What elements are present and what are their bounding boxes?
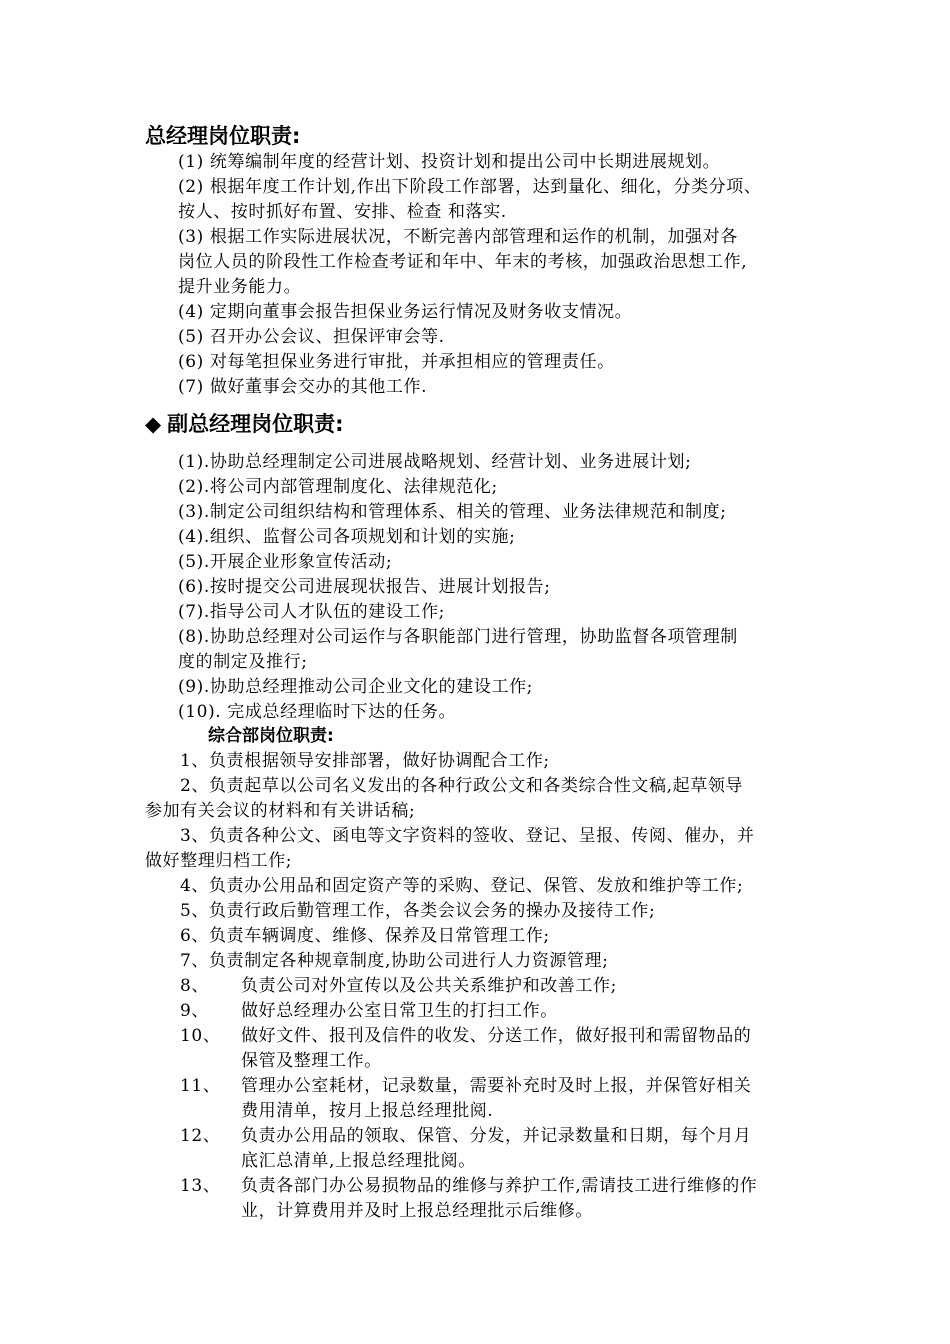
dept-item-2: 2、负责起草以公司名义发出的各种行政公文和各类综合性文稿,起草领导 (180, 776, 744, 796)
dept-item-13: 负责各部门办公易损物品的维修与养护工作,需请技工进行维修的作 (241, 1176, 758, 1196)
dgm-item-6: (6).按时提交公司进展现状报告、进展计划报告; (178, 577, 551, 597)
dept-item-7: 7、负责制定各种规章制度,协助公司进行人力资源管理; (180, 951, 609, 971)
dgm-item-4: (4).组织、监督公司各项规划和计划的实施; (178, 527, 516, 547)
dgm-item-9: (9).协助总经理推动公司企业文化的建设工作; (178, 677, 534, 697)
dept-item-12-number: 12、 (180, 1126, 221, 1146)
gm-item-3: (3) 根据工作实际进展状况，不断完善内部管理和运作的机制，加强对各 (178, 227, 738, 247)
dgm-item-8-cont: 度的制定及推行; (178, 652, 308, 672)
gm-item-1: (1) 统筹编制年度的经营计划、投资计划和提出公司中长期进展规划。 (178, 152, 721, 172)
gm-item-7: (7) 做好董事会交办的其他工作. (178, 377, 428, 397)
dgm-item-2: (2).将公司内部管理制度化、法律规范化; (178, 477, 498, 497)
section-title-general-manager: 总经理岗位职责: (145, 124, 301, 148)
dept-item-9: 做好总经理办公室日常卫生的打扫工作。 (241, 1001, 558, 1021)
dept-item-8: 负责公司对外宣传以及公共关系维护和改善工作; (241, 976, 617, 996)
gm-item-3-cont: 岗位人员的阶段性工作检查考证和年中、年末的考核，加强政治思想工作, (178, 252, 748, 272)
dgm-item-3: (3).制定公司组织结构和管理体系、相关的管理、业务法律规范和制度; (178, 502, 727, 522)
gm-item-4: (4) 定期向董事会报告担保业务运行情况及财务收支情况。 (178, 302, 633, 322)
dept-item-2-cont: 参加有关会议的材料和有关讲话稿; (145, 801, 416, 821)
dept-item-5: 5、负责行政后勤管理工作，各类会议会务的操办及接待工作; (180, 901, 656, 921)
dgm-item-7: (7).指导公司人才队伍的建设工作; (178, 602, 446, 622)
dept-item-12: 负责办公用品的领取、保管、分发，并记录数量和日期，每个月月 (241, 1126, 752, 1146)
dept-item-11: 管理办公室耗材，记录数量，需要补充时及时上报，并保管好相关 (241, 1076, 752, 1096)
dept-item-10: 做好文件、报刊及信件的收发、分送工作，做好报刊和需留物品的 (241, 1026, 752, 1046)
dept-item-13-number: 13、 (180, 1176, 221, 1196)
dept-item-8-number: 8、 (180, 976, 210, 996)
gm-item-2-cont: 按人、按时抓好布置、安排、检查 和落实. (178, 202, 507, 222)
dept-item-1: 1、负责根据领导安排部署，做好协调配合工作; (180, 751, 550, 771)
gm-item-2: (2) 根据年度工作计划,作出下阶段工作部署，达到量化、细化，分类分项、 (178, 177, 762, 197)
dept-item-10-cont: 保管及整理工作。 (241, 1051, 382, 1071)
dept-item-11-cont: 费用清单，按月上报总经理批阅. (241, 1101, 494, 1121)
diamond-bullet-icon: ◆ (145, 412, 162, 436)
dept-item-10-number: 10、 (180, 1026, 221, 1046)
dgm-item-8: (8).协助总经理对公司运作与各职能部门进行管理，协助监督各项管理制 (178, 627, 738, 647)
dept-item-6: 6、负责车辆调度、维修、保养及日常管理工作; (180, 926, 550, 946)
gm-item-3-cont2: 提升业务能力。 (178, 277, 302, 297)
section-title-text: 副总经理岗位职责: (167, 412, 344, 436)
dept-item-11-number: 11、 (180, 1076, 221, 1096)
dgm-item-10: (10). 完成总经理临时下达的任务。 (178, 702, 457, 722)
dept-item-3-cont: 做好整理归档工作; (145, 851, 293, 871)
dept-item-4: 4、负责办公用品和固定资产等的采购、登记、保管、发放和维护等工作; (180, 876, 744, 896)
section-title-general-dept: 综合部岗位职责: (208, 726, 334, 746)
dept-item-3: 3、负责各种公文、函电等文字资料的签收、登记、呈报、传阅、催办，并 (180, 826, 755, 846)
dgm-item-5: (5).开展企业形象宣传活动; (178, 552, 393, 572)
dept-item-9-number: 9、 (180, 1001, 210, 1021)
dept-item-13-cont: 业，计算费用并及时上报总经理批示后维修。 (241, 1201, 593, 1221)
dept-item-12-cont: 底汇总清单,上报总经理批阅。 (241, 1151, 476, 1171)
gm-item-6: (6) 对每笔担保业务进行审批，并承担相应的管理责任。 (178, 352, 615, 372)
gm-item-5: (5) 召开办公会议、担保评审会等. (178, 327, 445, 347)
section-title-deputy-manager (145, 410, 344, 438)
dgm-item-1: (1).协助总经理制定公司进展战略规划、经营计划、业务进展计划; (178, 452, 692, 472)
